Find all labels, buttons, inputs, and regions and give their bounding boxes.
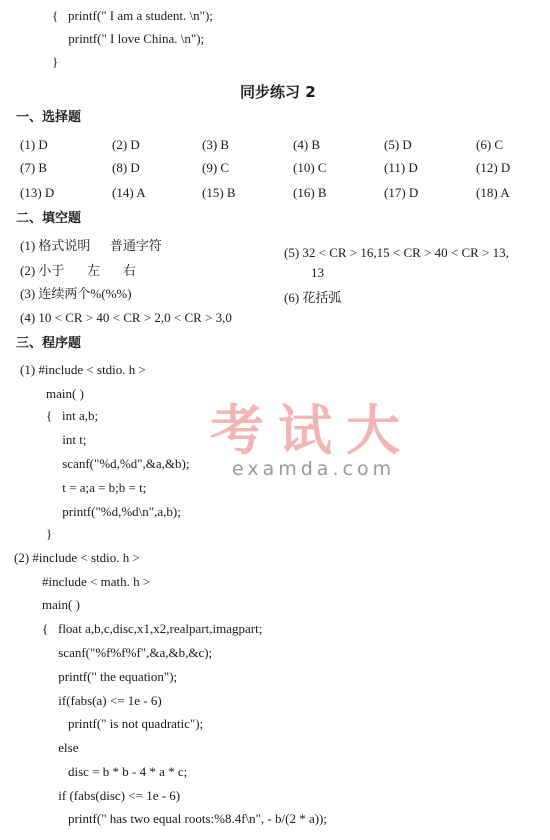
fill-answer: (6) 花括弧 (284, 290, 342, 305)
choice-answer: (5) D (384, 137, 412, 152)
choice-answer: (1) D (20, 137, 48, 152)
choice-answer: (3) B (202, 137, 230, 152)
fill-answer: (4) 10 < CR > 40 < CR > 2,0 < CR > 3,0 (20, 310, 232, 325)
page-title: 同步练习 2 (240, 83, 316, 101)
watermark-url: examda.com (232, 458, 396, 480)
choice-answer: (17) D (384, 185, 419, 200)
code-line: printf(" I love China. \n"); (52, 31, 205, 46)
code-line: { float a,b,c,disc,x1,x2,realpart,imagpart; (42, 621, 263, 636)
code-line: main( ) (46, 386, 84, 401)
choice-answer: (9) C (202, 160, 230, 175)
choice-answer: (8) D (112, 160, 140, 175)
code-line: (1) #include < stdio. h > (20, 362, 146, 377)
choice-answer: (6) C (476, 137, 504, 152)
code-line: if (fabs(disc) <= 1e - 6) (42, 788, 181, 803)
choice-answer: (16) B (293, 185, 327, 200)
choice-answer: (7) B (20, 160, 48, 175)
choice-answer: (4) B (293, 137, 321, 152)
fill-answer: (5) 32 < CR > 16,15 < CR > 40 < CR > 13, (284, 245, 509, 260)
code-line: disc = b * b - 4 * a * c; (42, 764, 188, 779)
fill-answer: (2) 小于 左 右 (20, 263, 136, 278)
code-line: (2) #include < stdio. h > (14, 550, 140, 565)
code-line: printf("%d,%d\n",a,b); (46, 504, 181, 519)
fill-answer: 13 (311, 265, 324, 280)
code-line: } (46, 526, 53, 541)
code-line: if(fabs(a) <= 1e - 6) (42, 693, 162, 708)
code-line: printf(" the equation"); (42, 669, 178, 684)
choice-answer: (18) A (476, 185, 510, 200)
choice-answer: (15) B (202, 185, 236, 200)
code-line: printf(" is not quadratic"); (42, 716, 204, 731)
code-line: main( ) (42, 597, 80, 612)
choice-answer: (11) D (384, 160, 418, 175)
section-heading: 一、选择题 (16, 110, 82, 125)
fill-answer: (1) 格式说明 普通字符 (20, 238, 162, 253)
code-line: int t; (46, 432, 87, 447)
code-line: } (52, 54, 59, 69)
fill-answer: (3) 连续两个%(%%) (20, 286, 132, 301)
code-line: else (42, 740, 79, 755)
choice-answer: (12) D (476, 160, 511, 175)
watermark-logo: 考试大 (210, 399, 414, 462)
code-line: { printf(" I am a student. \n"); (52, 8, 213, 23)
section-heading: 三、程序题 (16, 336, 82, 351)
choice-answer: (14) A (112, 185, 146, 200)
code-line: #include < math. h > (42, 574, 151, 589)
choice-answer: (13) D (20, 185, 55, 200)
code-line: t = a;a = b;b = t; (46, 480, 147, 495)
code-line: scanf("%f%f%f",&a,&b,&c); (42, 645, 213, 660)
code-line: printf(" has two equal roots:%8.4f\n", - b/(2 * a)); (42, 811, 327, 826)
section-heading: 二、填空题 (16, 211, 82, 226)
code-line: { int a,b; (46, 408, 99, 423)
choice-answer: (10) C (293, 160, 327, 175)
choice-answer: (2) D (112, 137, 140, 152)
code-line: scanf("%d,%d",&a,&b); (46, 456, 190, 471)
